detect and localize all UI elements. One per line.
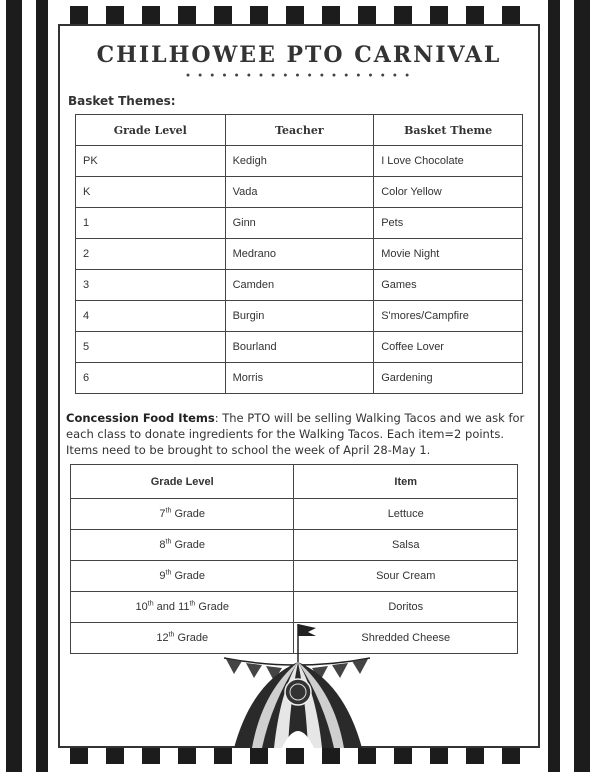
header-grade-level: Grade Level [71,465,294,499]
right-stripe [574,0,590,772]
grade-cell [71,561,294,592]
basket-themes-heading: Basket Themes: [68,94,176,108]
bottom-square [178,746,196,764]
grade-text: Grade [171,570,206,582]
grade-text: th [165,507,172,515]
teacher-cell: Burgin [225,301,374,332]
grade-cell [71,530,294,561]
theme-cell: S'mores/Campfire [374,301,523,332]
theme-cell: Movie Night [374,239,523,270]
theme-cell: I Love Chocolate [374,146,523,177]
table-header-row [76,115,523,146]
grade-text: 8 [159,539,166,551]
grade-text: Grade [171,539,206,551]
left-stripe [6,0,22,772]
top-square [286,6,304,24]
item-cell: Lettuce [294,499,518,530]
grade-cell: 4 [76,301,226,332]
bottom-square [466,746,484,764]
bottom-square [142,746,160,764]
grade-text: th [165,569,172,577]
grade-text: 7 [159,508,166,520]
grade-cell: K [76,177,226,208]
grade-cell: 5 [76,332,226,363]
concession-body: : The PTO will be selling Walking Tacos and we ask for each class to donate ingredients for the Walking Tacos. Each item=2 points. Items need to be brought to school the week of April 28-May 1. [66,411,525,457]
table-row [76,177,523,208]
grade-cell: PK [76,146,226,177]
table-row [71,499,518,530]
bottom-square [322,746,340,764]
table-row [71,592,518,623]
grade-text: and [153,601,179,613]
table-row [71,530,518,561]
table-row [76,239,523,270]
table-row [76,208,523,239]
item-cell: Shredded Cheese [294,623,518,654]
table-row [76,363,523,394]
top-square [250,6,268,24]
top-square [466,6,484,24]
grade-cell: 1 [76,208,226,239]
basket-themes-table [75,114,523,394]
top-square [430,6,448,24]
top-square [106,6,124,24]
concession-lead: Concession Food Items [66,411,215,425]
header-basket-theme: Basket Theme [374,115,523,146]
grade-text: Grade [171,508,206,520]
grade-text: Grade [174,632,209,644]
teacher-cell: Ginn [225,208,374,239]
bottom-square [502,746,520,764]
theme-cell: Color Yellow [374,177,523,208]
bottom-square [250,746,268,764]
grade-text: 12 [156,632,169,644]
bottom-square [394,746,412,764]
grade-text: 9 [159,570,166,582]
circus-tent-illustration [222,622,372,748]
header-item: Item [294,465,518,499]
grade-cell: 3 [76,270,226,301]
bottom-square [214,746,232,764]
left-stripe [36,0,48,772]
grade-text: th [168,631,175,639]
table-row [76,301,523,332]
grade-cell [71,499,294,530]
table-row [76,332,523,363]
right-stripe [548,0,560,772]
bottom-square [430,746,448,764]
theme-cell: Games [374,270,523,301]
item-cell: Doritos [294,592,518,623]
grade-text: Grade [195,601,229,613]
grade-text: th [147,600,154,608]
bottom-square [106,746,124,764]
flyer-title: CHILHOWEE PTO CARNIVAL [96,42,502,68]
top-square [502,6,520,24]
item-cell: Salsa [294,530,518,561]
top-square [322,6,340,24]
teacher-cell: Kedigh [225,146,374,177]
grade-text: th [165,538,172,546]
bottom-square [358,746,376,764]
table-row [71,561,518,592]
grade-text: 10 [135,601,148,613]
teacher-cell: Bourland [225,332,374,363]
theme-cell: Gardening [374,363,523,394]
header-grade-level: Grade Level [76,115,226,146]
grade-text: 11 [178,601,190,613]
theme-cell: Pets [374,208,523,239]
top-square [142,6,160,24]
bottom-square [286,746,304,764]
bottom-square [70,746,88,764]
table-row [76,146,523,177]
grade-cell: 6 [76,363,226,394]
grade-cell [71,592,294,623]
theme-cell: Coffee Lover [374,332,523,363]
grade-text: th [189,600,196,608]
table-header-row [71,465,518,499]
concession-paragraph [66,410,534,458]
top-square [214,6,232,24]
teacher-cell: Vada [225,177,374,208]
top-square [358,6,376,24]
teacher-cell: Morris [225,363,374,394]
teacher-cell: Camden [225,270,374,301]
teacher-cell: Medrano [225,239,374,270]
decorative-dots: ● ● ● ● ● ● ● ● ● ● ● ● ● ● ● ● ● ● ● [185,72,413,79]
top-square [394,6,412,24]
table-row [76,270,523,301]
top-square [70,6,88,24]
grade-cell: 2 [76,239,226,270]
header-teacher: Teacher [225,115,374,146]
item-cell: Sour Cream [294,561,518,592]
top-square [178,6,196,24]
